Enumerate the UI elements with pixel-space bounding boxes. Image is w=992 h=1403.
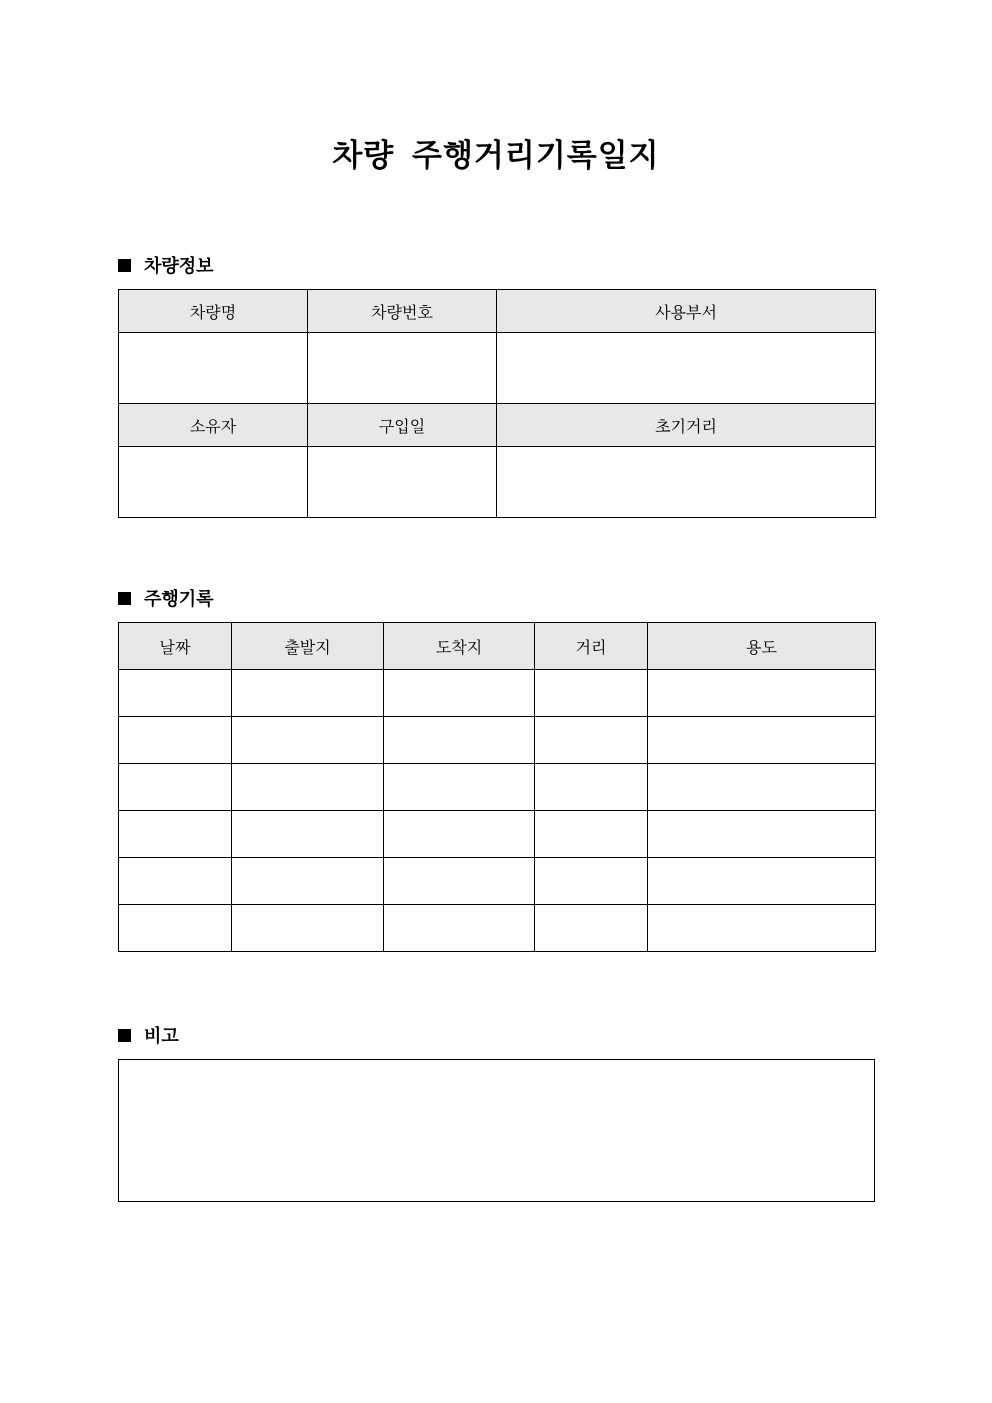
date-cell[interactable] bbox=[119, 905, 232, 952]
table-row bbox=[119, 811, 876, 858]
departure-cell[interactable] bbox=[232, 764, 384, 811]
purpose-cell[interactable] bbox=[648, 670, 876, 717]
purpose-cell[interactable] bbox=[648, 717, 876, 764]
distance-cell[interactable] bbox=[535, 764, 648, 811]
date-cell[interactable] bbox=[119, 717, 232, 764]
distance-header: 거리 bbox=[535, 623, 648, 670]
purpose-cell[interactable] bbox=[648, 764, 876, 811]
owner-cell[interactable] bbox=[119, 447, 308, 518]
owner-header-row bbox=[119, 404, 876, 447]
driving-log-table bbox=[118, 622, 876, 952]
vehicle-header-row bbox=[119, 290, 876, 333]
vehicle-name-header: 차량명 bbox=[119, 290, 308, 333]
arrival-cell[interactable] bbox=[384, 858, 535, 905]
purchase-date-header: 구입일 bbox=[308, 404, 497, 447]
distance-cell[interactable] bbox=[535, 670, 648, 717]
departure-header: 출발지 bbox=[232, 623, 384, 670]
vehicle-number-header: 차량번호 bbox=[308, 290, 497, 333]
department-cell[interactable] bbox=[497, 333, 876, 404]
distance-cell[interactable] bbox=[535, 905, 648, 952]
notes-heading-label: 비고 bbox=[144, 1026, 179, 1047]
arrival-cell[interactable] bbox=[384, 670, 535, 717]
arrival-cell[interactable] bbox=[384, 905, 535, 952]
arrival-cell[interactable] bbox=[384, 717, 535, 764]
purpose-cell[interactable] bbox=[648, 811, 876, 858]
table-row bbox=[119, 764, 876, 811]
vehicle-name-cell[interactable] bbox=[119, 333, 308, 404]
log-header-row bbox=[119, 623, 876, 670]
notes-box[interactable] bbox=[118, 1059, 875, 1202]
vehicle-info-table bbox=[118, 289, 876, 518]
vehicle-info-heading bbox=[118, 253, 214, 277]
purchase-date-cell[interactable] bbox=[308, 447, 497, 518]
date-cell[interactable] bbox=[119, 764, 232, 811]
departure-cell[interactable] bbox=[232, 811, 384, 858]
owner-value-row bbox=[119, 447, 876, 518]
initial-distance-cell[interactable] bbox=[497, 447, 876, 518]
document-title: 차량 주행거리기록일지 bbox=[332, 138, 660, 174]
departure-cell[interactable] bbox=[232, 905, 384, 952]
table-row bbox=[119, 670, 876, 717]
black-square-icon bbox=[118, 1029, 131, 1042]
departure-cell[interactable] bbox=[232, 717, 384, 764]
arrival-cell[interactable] bbox=[384, 764, 535, 811]
date-header: 날짜 bbox=[119, 623, 232, 670]
departure-cell[interactable] bbox=[232, 858, 384, 905]
table-row bbox=[119, 858, 876, 905]
driving-log-heading bbox=[118, 586, 214, 610]
owner-header: 소유자 bbox=[119, 404, 308, 447]
purpose-cell[interactable] bbox=[648, 905, 876, 952]
date-cell[interactable] bbox=[119, 670, 232, 717]
department-header: 사용부서 bbox=[497, 290, 876, 333]
distance-cell[interactable] bbox=[535, 717, 648, 764]
vehicle-number-cell[interactable] bbox=[308, 333, 497, 404]
vehicle-info-heading-label: 차량정보 bbox=[144, 256, 214, 277]
distance-cell[interactable] bbox=[535, 858, 648, 905]
driving-log-heading-label: 주행기록 bbox=[144, 589, 214, 610]
distance-cell[interactable] bbox=[535, 811, 648, 858]
notes-heading bbox=[118, 1023, 179, 1047]
initial-distance-header: 초기거리 bbox=[497, 404, 876, 447]
vehicle-value-row bbox=[119, 333, 876, 404]
black-square-icon bbox=[118, 592, 131, 605]
purpose-cell[interactable] bbox=[648, 858, 876, 905]
table-row bbox=[119, 717, 876, 764]
departure-cell[interactable] bbox=[232, 670, 384, 717]
arrival-cell[interactable] bbox=[384, 811, 535, 858]
purpose-header: 용도 bbox=[648, 623, 876, 670]
date-cell[interactable] bbox=[119, 811, 232, 858]
date-cell[interactable] bbox=[119, 858, 232, 905]
table-row bbox=[119, 905, 876, 952]
arrival-header: 도착지 bbox=[384, 623, 535, 670]
black-square-icon bbox=[118, 259, 131, 272]
